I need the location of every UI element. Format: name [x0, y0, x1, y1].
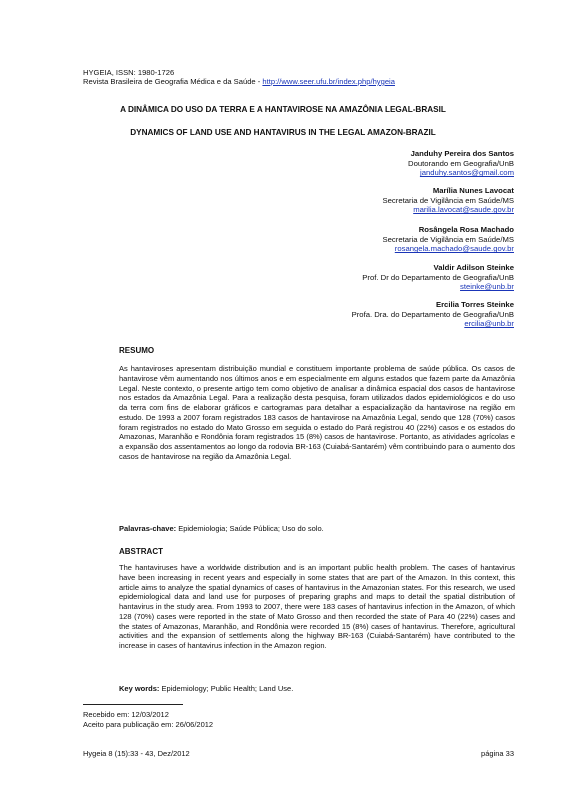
author-affiliation: Profa. Dra. do Departamento de Geografia/UnB	[351, 309, 514, 319]
author-email-link[interactable]: janduhy.santos@gmail.com	[420, 168, 514, 178]
page-number: página 33	[481, 749, 514, 758]
footnote-divider	[83, 704, 183, 705]
title-english: DYNAMICS OF LAND USE AND HANTAVIRUS IN THE LEGAL AMAZON-BRAZIL	[130, 128, 436, 137]
title-portuguese: A DINÂMICA DO USO DA TERRA E A HANTAVIROSE NA AMAZÔNIA LEGAL-BRASIL	[120, 105, 446, 114]
abstract-text: The hantaviruses have a worldwide distribution and is an important public health problem. The cases of hantavirus have been increasing in recent years and especially in some states that are part of the Amazon. In this context, this article aims to analyze the spatial dynamics of cases of hantavirus in the Amazonian states. For this research, we used epidemiological data and land use for purposes of preparing graphs and maps to detail the spatial distribution of hantavirus in the study area. From 1993 to 2007, there were 183 cases of hantavirus infection in the Amazon, of which 128 (70%) cases were reported in the state of Mato Grosso and then recorded the state of Para 40 (22%) cases and the states of Amazonas, Maranhão, and Rondônia were recorded 15 (8%) cases of hantavirus. Therefore, agricultural activities and the expansion of settlements along the highway BR-163 (Cuiabá-Santarém) have contributed to the increase in cases of hantavirus infection in the Amazon region.	[119, 563, 515, 650]
author-affiliation: Secretaria de Vigilância em Saúde/MS	[382, 195, 514, 205]
resumo-heading: RESUMO	[119, 346, 155, 355]
author-name: Rosângela Rosa Machado	[418, 225, 514, 234]
abstract-heading: ABSTRACT	[119, 547, 163, 556]
keywords-text: Epidemiology; Public Health; Land Use.	[161, 684, 294, 693]
author-block	[383, 186, 514, 215]
author-block	[362, 263, 514, 292]
author-affiliation: Prof. Dr do Departamento de Geografia/UnB	[362, 272, 514, 282]
journal-name-text: Revista Brasileira de Geografia Médica e da Saúde -	[83, 77, 263, 86]
received-date: Recebido em: 12/03/2012	[83, 710, 169, 719]
resumo-text: As hantaviroses apresentam distribuição mundial e constituem importante problema de saúde pública. Os casos de hantavirose vêm aumentando nos últimos anos e em especialmente em alguns estados que fazem parte da Amazônia Legal. Neste contexto, o presente artigo tem como objetivo de analisar a dinâmica espacial dos casos de hantavirose nos estados da Amazônia Legal. Para a realização desta pesquisa, foram utilizados dados epidemiológicos e do uso da terra com fins de elaborar gráficos e cartogramas para detalhar a espacialização da hantavirose na região em estudo. De 1993 a 2007 foram registrados 183 casos de hantavirose na Amazônia Legal, sendo que 128 (70%) casos foram registrados no estado do Mato Grosso em seguida o estado do Pará registrou 40 (22%) casos e os estados do Amazonas, Maranhão e Rondônia foram registrados 15 (8%) casos de hantavirose. Portanto, as atividades agrícolas e a expansão dos assentamentos ao longo da rodovia BR-163 (Cuiabá-Santarém) vêm contribuindo para o aumento dos casos de hantavirose na região da Amazônia Legal.	[119, 364, 515, 461]
author-block	[352, 300, 514, 329]
author-name: Valdir Adilson Steinke	[433, 263, 514, 272]
author-name: Janduhy Pereira dos Santos	[410, 149, 514, 158]
footer-citation: Hygeia 8 (15):33 - 43, Dez/2012	[83, 749, 190, 758]
author-email-link[interactable]: marilia.lavocat@saude.gov.br	[413, 205, 514, 215]
author-name: Marília Nunes Lavocat	[432, 186, 514, 195]
journal-link[interactable]: http://www.seer.ufu.br/index.php/hygeia	[262, 77, 395, 86]
author-affiliation: Secretaria de Vigilância em Saúde/MS	[382, 234, 514, 244]
author-name: Ercilia Torres Steinke	[435, 300, 514, 309]
keywords-label: Key words:	[119, 684, 160, 693]
resumo-keywords	[119, 524, 515, 534]
keywords-label: Palavras-chave:	[119, 524, 177, 533]
author-block	[408, 149, 514, 178]
author-email-link[interactable]: ercilia@unb.br	[464, 319, 514, 329]
keywords-text: Epidemiologia; Saúde Pública; Uso do solo.	[178, 524, 324, 533]
journal-name	[83, 77, 395, 86]
author-email-link[interactable]: rosangela.machado@saude.gov.br	[394, 244, 514, 254]
author-affiliation: Doutorando em Geografia/UnB	[408, 158, 514, 168]
abstract-keywords	[119, 684, 515, 694]
author-email-link[interactable]: steinke@unb.br	[460, 282, 514, 292]
journal-issn: HYGEIA, ISSN: 1980-1726	[83, 68, 175, 77]
author-block	[383, 225, 514, 254]
accepted-date: Aceito para publicação em: 26/06/2012	[83, 720, 214, 729]
